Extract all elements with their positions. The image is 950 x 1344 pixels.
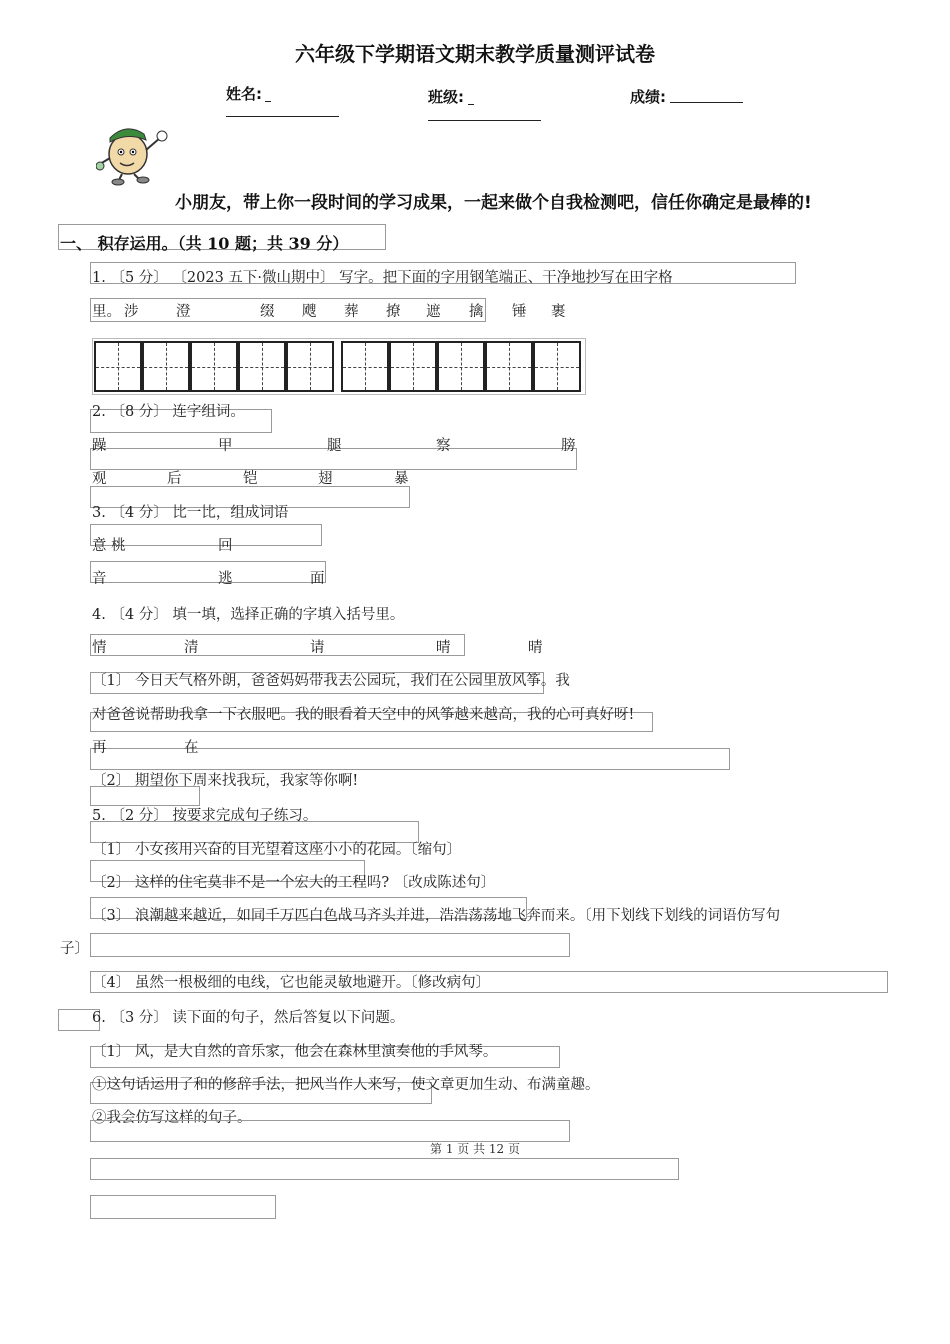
q4-option[interactable]: 晴: [436, 640, 451, 656]
q4-passage-line2: 对爸爸说帮助我拿一下衣服吧。我的眼看着天空中的风筝越来越高，我的心可真好呀!: [92, 707, 635, 723]
q3-row2: [0, 567, 950, 589]
grid-cell[interactable]: [190, 341, 238, 392]
q4-choices: [0, 736, 950, 758]
q2-row1: [0, 434, 950, 456]
q4-option[interactable]: 晴: [528, 640, 543, 656]
q4-option[interactable]: 请: [310, 640, 325, 656]
q1-char: 澄: [176, 304, 191, 320]
q1-char: 涉: [124, 304, 139, 320]
grid-cell[interactable]: [437, 341, 485, 392]
grid-cell[interactable]: [485, 341, 533, 392]
q6-answer-box-3[interactable]: [90, 1195, 276, 1219]
q2-char[interactable]: 腿: [327, 438, 342, 454]
section-heading: 一、 积存运用。（共 10 题；共 39 分）: [60, 234, 349, 253]
q5-stem: 5. 〔2 分〕 按要求完成句子练习。: [92, 808, 318, 824]
q3-word: 音: [92, 571, 107, 587]
grid-cell[interactable]: [142, 341, 190, 392]
q2-char[interactable]: 观: [92, 471, 107, 487]
score-field[interactable]: [670, 102, 743, 103]
q2-char[interactable]: 暴: [394, 471, 409, 487]
q1-char: 撩: [386, 304, 401, 320]
name-blank-tick: [265, 101, 271, 102]
q3-stem: 3. 〔4 分〕 比一比，组成词语: [92, 505, 289, 521]
q4-choice[interactable]: 再: [92, 740, 107, 756]
q3-word: 逃: [218, 571, 233, 587]
class-blank-tick: [468, 104, 474, 105]
q2-stem: 2. 〔8 分〕 连字组词。: [92, 404, 245, 420]
q4-passage-line1: 〔1〕 今日天气格外朗，爸爸妈妈带我去公园玩，我们在公园里放风筝。我: [92, 673, 570, 689]
grid-cell[interactable]: [341, 341, 389, 392]
q5-answer-box[interactable]: [90, 933, 570, 957]
name-label: 姓名:: [226, 85, 262, 103]
writing-grid: [92, 338, 586, 395]
q6-answer-box-1[interactable]: [90, 1120, 570, 1142]
q6-stem: 6. 〔3 分〕 读下面的句子，然后答复以下问题。: [92, 1010, 405, 1026]
q3-word: 回: [218, 538, 233, 554]
q4-option[interactable]: 清: [184, 640, 199, 656]
q1-char: 擒: [469, 304, 484, 320]
q5-sentence-3: 〔3〕 浪潮越来越近，如同千万匹白色战马齐头并进，浩浩荡荡地飞奔而来。〔用下划线下划线的词语仿写句: [92, 908, 781, 924]
grid-cell[interactable]: [533, 341, 581, 392]
q3-word: 意 桃: [92, 538, 126, 554]
q1-char: 锤: [512, 304, 527, 320]
q4-passage-2: 〔2〕 期望你下周来找我玩，我家等你啊!: [92, 773, 359, 789]
q5-sentence-4: 〔4〕 虽然一根极细的电线，它也能灵敏地避开。〔修改病句〕: [92, 975, 491, 991]
q2-char[interactable]: 翅: [318, 471, 333, 487]
q1-char: 遮: [426, 304, 441, 320]
q2-row2: [0, 467, 950, 489]
class-label: 班级:: [428, 88, 464, 106]
q2-char[interactable]: 膀: [561, 438, 576, 454]
q6-sentence-1: 〔1〕 风，是大自然的音乐家，他会在森林里演奏他的手风琴。: [92, 1044, 498, 1060]
encouragement-text: 小朋友，带上你一段时间的学习成果，一起来做个自我检测吧，信任你确定是最棒的!: [175, 193, 812, 213]
q1-char-row: [0, 300, 950, 322]
q1-char: 飕: [302, 304, 317, 320]
q4-option[interactable]: 情: [92, 640, 107, 656]
q3-word: 面: [310, 571, 325, 587]
grid-cell[interactable]: [94, 341, 142, 392]
q6-answer-box-2[interactable]: [90, 1158, 679, 1180]
mascot-illustration: [96, 120, 172, 186]
q5-sentence-1: 〔1〕 小女孩用兴奋的目光望着这座小小的花园。〔缩句〕: [92, 842, 462, 858]
q2-char[interactable]: 察: [436, 438, 451, 454]
class-field[interactable]: [428, 120, 541, 121]
q1-char: 裹: [551, 304, 566, 320]
q4-stem: 4. 〔4 分〕 填一填，选择正确的字填入括号里。: [92, 607, 405, 623]
q6-question-2: ②我会仿写这样的句子。: [92, 1110, 252, 1126]
q4-options: [0, 636, 950, 658]
page-footer: 第 1 页 共 12 页: [430, 1142, 520, 1156]
q2-char[interactable]: 后: [167, 471, 182, 487]
q1-char: 葬: [344, 304, 359, 320]
q5-sentence-2: 〔2〕 这样的住宅莫非不是一个宏大的工程吗? 〔改成陈述句〕: [92, 875, 496, 891]
q5-sentence-3-end: 子〕: [60, 941, 89, 957]
q1-lead: 里。: [92, 304, 121, 320]
q2-char[interactable]: 躁: [92, 438, 107, 454]
page-title: 六年级下学期语文期末教学质量测评试卷: [295, 42, 655, 66]
q2-char[interactable]: 甲: [218, 438, 233, 454]
score-label: 成绩:: [630, 88, 666, 106]
name-field[interactable]: [226, 116, 339, 117]
q3-row1: [0, 534, 950, 556]
grid-cell[interactable]: [389, 341, 437, 392]
q4-choice[interactable]: 在: [184, 740, 199, 756]
q1-char: 缀: [260, 304, 275, 320]
grid-cell[interactable]: [238, 341, 286, 392]
grid-cell[interactable]: [286, 341, 334, 392]
q2-char[interactable]: 铠: [243, 471, 258, 487]
q6-question-1: ①这句话运用了和的修辞手法，把风当作人来写，使文章更加生动、布满童趣。: [92, 1077, 600, 1093]
q1-stem: 1. 〔5 分〕 〔2023 五下·微山期中〕 写字。把下面的字用钢笔端正、干净地抄写在田字格: [92, 270, 673, 286]
